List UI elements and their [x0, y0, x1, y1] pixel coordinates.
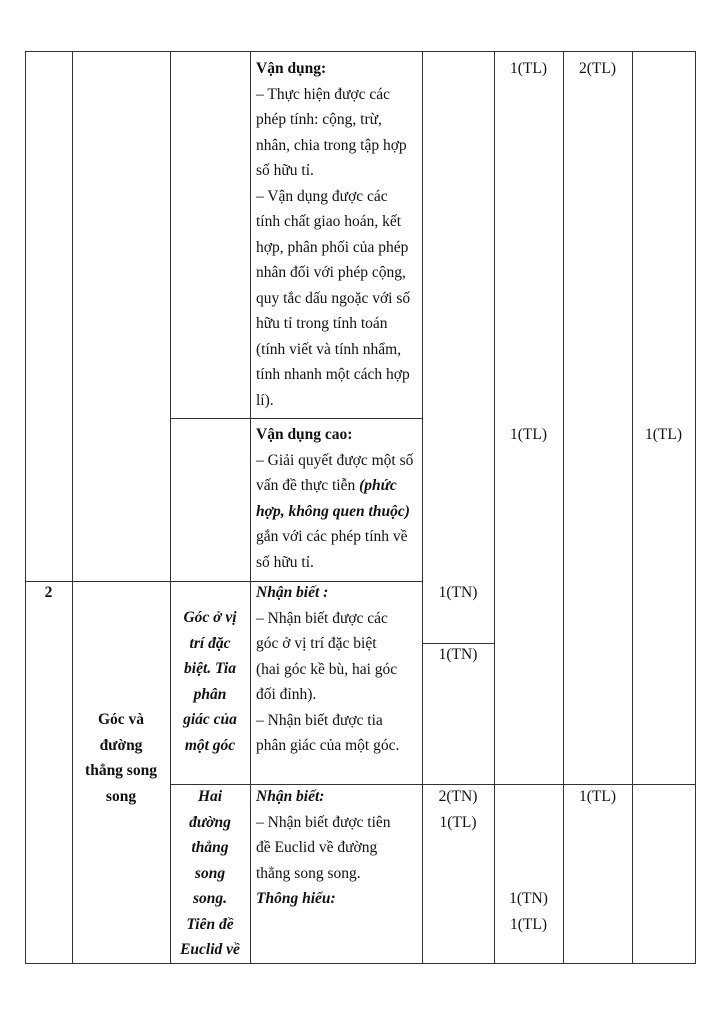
count-line: 1(TL): [509, 915, 547, 933]
requirement-line: phép tính: cộng, trừ,: [256, 111, 382, 128]
requirement-line: – Vận dụng được các: [256, 187, 388, 205]
level-label: Thông hiểu:: [256, 890, 336, 907]
requirement-line: – Nhận biết được tia: [256, 711, 383, 729]
requirement-line: góc ở vị trí đặc biệt: [256, 635, 377, 652]
requirement-line: phân giác của một góc.: [256, 737, 400, 754]
question-count: 1(TN): [438, 584, 478, 601]
column-divider: [250, 51, 251, 964]
topic-line: phân: [193, 685, 227, 703]
requirement-line: đề Euclid về đường: [256, 839, 378, 856]
topic-line: thẳng: [191, 839, 229, 856]
question-count: 1(TL): [509, 60, 547, 77]
topic-line: một góc: [184, 736, 236, 754]
question-count: 1(TL): [509, 426, 547, 443]
question-count: 1(TL): [644, 426, 682, 443]
row-divider: [170, 418, 422, 419]
topic-line: trí đặc: [189, 634, 231, 652]
topic-line: biệt. Tia: [184, 660, 236, 677]
requirement-line: gắn với các phép tính về: [256, 528, 408, 545]
table-bottom-border: [25, 963, 696, 964]
requirement-line: – Nhận biết được các: [256, 609, 388, 627]
requirement-line: tính chất giao hoán, kết: [256, 213, 402, 230]
requirement-line: đối đỉnh).: [256, 686, 317, 703]
requirement-line: thẳng song song.: [256, 864, 361, 882]
requirement-line: – Giải quyết được một số: [256, 451, 414, 469]
topic-line: song: [194, 864, 226, 882]
requirement-line: quy tắc dấu ngoặc với số: [256, 289, 411, 307]
level-label: Nhận biết :: [256, 584, 329, 601]
question-count: 1(TL): [578, 788, 616, 805]
topic-line: giác của: [183, 711, 237, 728]
chapter-line: song: [105, 787, 137, 805]
requirement-line: lí).: [256, 391, 274, 409]
topic-line: song.: [192, 890, 228, 907]
requirement-text: vấn đề thực tiễn: [256, 477, 360, 494]
count-line: 1(TN): [509, 890, 548, 907]
requirement-cell: [256, 784, 418, 912]
question-count: [494, 886, 563, 937]
level-label: Vận dụng:: [256, 60, 327, 77]
level-label: Vận dụng cao:: [256, 426, 353, 443]
topic-name: [170, 784, 250, 963]
chapter-line: thẳng song: [85, 762, 157, 779]
requirement-line: hữu tỉ trong tính toán: [256, 315, 388, 332]
column-divider: [72, 51, 73, 964]
topic-line: đường: [189, 813, 231, 831]
topic-line: Hai: [197, 788, 223, 805]
requirement-cell: [256, 56, 418, 413]
requirement-cell: [256, 580, 420, 759]
row-number: 2: [44, 584, 53, 601]
emphasis-line: hợp, không quen thuộc): [256, 502, 410, 520]
requirement-line: – Thực hiện được các: [256, 85, 391, 103]
requirement-cell: [256, 422, 418, 575]
topic-line: Euclid về: [180, 941, 240, 958]
question-count: [422, 784, 494, 835]
chapter-line: đường: [99, 736, 143, 754]
requirement-line: [256, 473, 418, 499]
chapter-name: [72, 707, 170, 809]
chapter-line: Góc và: [97, 711, 145, 728]
table-top-border: [25, 51, 696, 52]
column-divider: [494, 51, 495, 964]
topic-line: Góc ở vị: [183, 609, 237, 626]
question-count: 1(TN): [438, 646, 478, 663]
requirement-line: nhân đối với phép cộng,: [256, 264, 406, 281]
requirement-line: tính nhanh một cách hợp: [256, 366, 410, 383]
table-right-border: [695, 51, 696, 964]
column-divider: [563, 51, 564, 964]
column-divider: [25, 51, 26, 964]
question-count: 2(TL): [578, 60, 616, 77]
requirement-line: (tính viết và tính nhẩm,: [256, 340, 402, 358]
topic-line: Tiên đề: [186, 915, 234, 933]
emphasis-text: (phức: [359, 477, 397, 494]
requirement-line: hợp, phân phối của phép: [256, 238, 409, 256]
column-divider: [632, 51, 633, 964]
count-line: 2(TN): [438, 788, 478, 805]
requirement-line: – Nhận biết được tiên: [256, 813, 391, 831]
requirement-line: (hai góc kề bù, hai góc: [256, 660, 398, 678]
level-label: Nhận biết:: [256, 788, 325, 805]
requirement-line: số hữu tỉ.: [256, 162, 314, 179]
requirement-line: nhân, chia trong tập hợp: [256, 136, 407, 154]
topic-name: [170, 605, 250, 758]
count-line: 1(TL): [439, 813, 477, 831]
requirement-line: số hữu tỉ.: [256, 553, 314, 571]
